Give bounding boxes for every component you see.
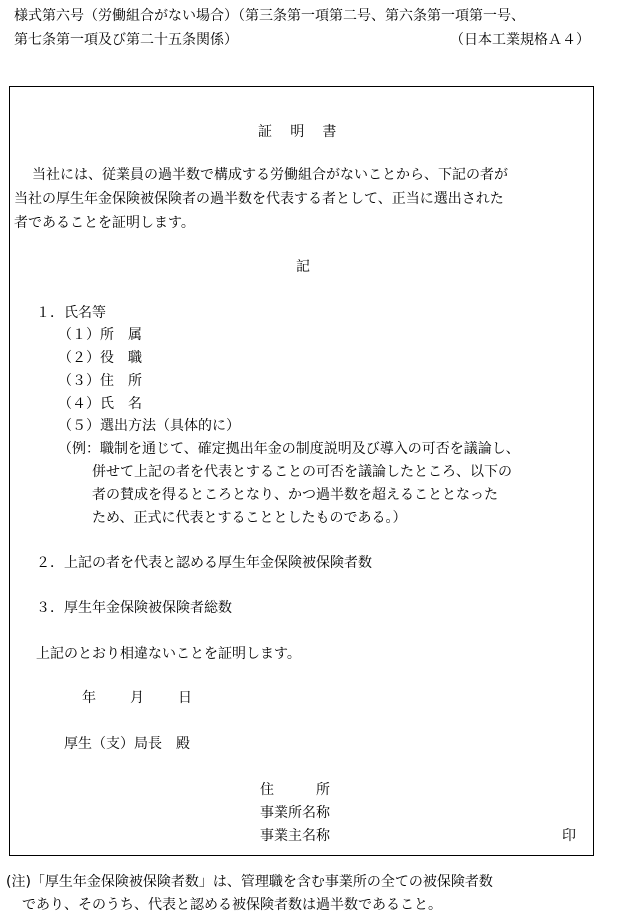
certificate-title: 証 明 書: [258, 124, 339, 140]
example-label: （例：: [58, 441, 100, 457]
example-line1: 職制を通じて、確定拠出年金の制度説明及び導入の可否を議論し、: [100, 441, 520, 457]
note-line1: (注)「厚生年金保険被保険者数」は、管理職を含む事業所の全ての被保険者数: [6, 874, 493, 890]
date-day: 日: [178, 690, 192, 706]
form-title-line2: 第七条第一項及び第二十五条関係）: [14, 32, 238, 48]
section1-item-affiliation: （１）所 属: [58, 327, 142, 343]
date-month: 月: [130, 690, 144, 706]
intro-line3: 者であることを証明します。: [14, 215, 195, 231]
section3: ３．厚生年金保険被保険者総数: [36, 600, 232, 616]
example-line2: 併せて上記の者を代表とすることの可否を議論したところ、以下の: [92, 464, 512, 480]
section1-heading: １．氏名等: [36, 305, 106, 321]
section1-item-address: （３）住 所: [58, 373, 142, 389]
intro-line1: 当社には、従業員の過半数で構成する労働組合がないことから、下記の者が: [32, 167, 508, 183]
confirmation-text: 上記のとおり相違ないことを証明します。: [36, 646, 301, 662]
ki-label: 記: [296, 259, 310, 275]
paper-size: （日本工業規格Ａ４）: [450, 32, 590, 48]
section1-item-selection-method: （５）選出方法（具体的に）: [58, 418, 240, 434]
date-year: 年: [82, 690, 96, 706]
example-line4: ため、正式に代表とすることとしたものである。）: [92, 510, 407, 526]
intro-line2: 当社の厚生年金保険被保険者の過半数を代表する者として、正当に選出された: [14, 191, 504, 207]
note-line2: であり、そのうち、代表と認める被保険者数は過半数であること。: [22, 897, 442, 913]
section1-item-name: （４）氏 名: [58, 396, 142, 412]
form-title-line1: 様式第六号（労働組合がない場合）（第三条第一項第二号、第六条第一項第一号、: [14, 8, 525, 24]
owner-name-label: 事業主名称: [260, 828, 330, 844]
example-line3: 者の賛成を得るところとなり、かつ過半数を超えることとなった: [92, 487, 498, 503]
section1-item-position: （２）役 職: [58, 350, 142, 366]
seal-mark: 印: [562, 828, 576, 844]
addressee: 厚生（支）局長 殿: [64, 736, 190, 752]
address-label: 住 所: [260, 782, 330, 798]
section2: ２．上記の者を代表と認める厚生年金保険被保険者数: [36, 555, 372, 571]
office-name-label: 事業所名称: [260, 805, 330, 821]
